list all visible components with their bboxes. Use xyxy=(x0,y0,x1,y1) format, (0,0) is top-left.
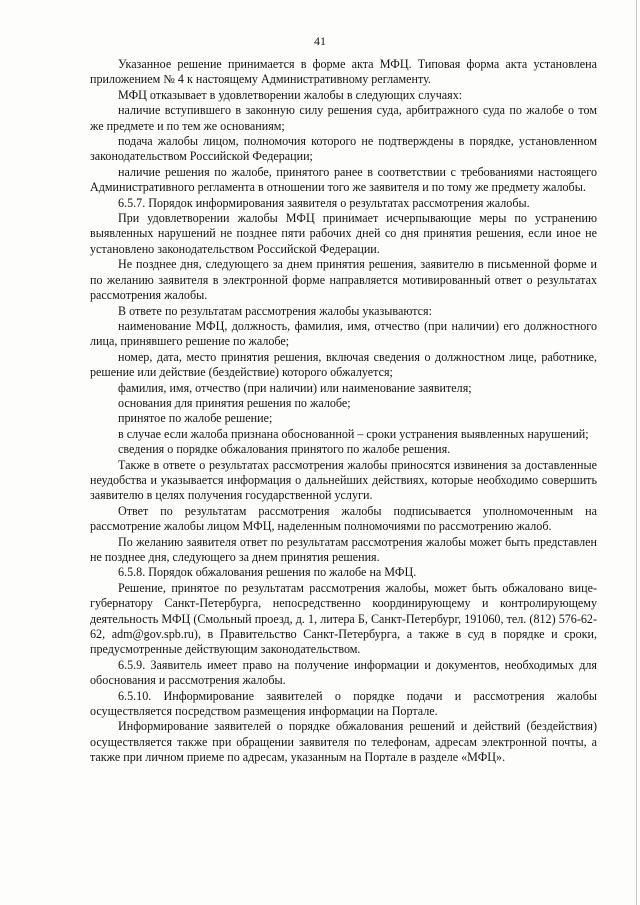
section-heading-6-5-8: 6.5.8. Порядок обжалования решения по жалобе на МФЦ. xyxy=(118,565,417,580)
paragraph: При удовлетворении жалобы МФЦ принимает исчерпывающие меры по устранению выявленных нарушений не позднее пяти рабочих дней со дня принятия решения, если иное не установлено законодательством Российской Федерации. xyxy=(90,211,597,256)
paragraph: В ответе по результатам рассмотрения жалобы указываются: xyxy=(118,303,432,318)
paragraph: наименование МФЦ, должность, фамилия, имя, отчество (при наличии) его должностного лица, принявшего решение по жалобе; xyxy=(90,318,597,349)
paragraph: номер, дата, место принятия решения, включая сведения о должностном лице, работнике, решение или действие (бездействие) которого обжалуется; xyxy=(90,349,597,380)
paragraph: Указанное решение принимается в форме акта МФЦ. Типовая форма акта установлена приложением № 4 к настоящему Административному регламенту. xyxy=(90,57,597,87)
section-6-5-10: 6.5.10. Информирование заявителей о порядке подачи и рассмотрения жалобы осуществляется посредством размещения информации на Портале. xyxy=(90,688,597,719)
paragraph: принятое по жалобе решение; xyxy=(118,411,273,426)
paragraph: Ответ по результатам рассмотрения жалобы подписывается уполномоченным на рассмотрение жалобы лицом МФЦ, наделенным полномочиями по рассмотрению жалоб. xyxy=(90,503,597,534)
paragraph: По желанию заявителя ответ по результатам рассмотрения жалобы может быть представлен не позднее дня, следующего за днем принятия решения. xyxy=(90,534,597,564)
paragraph: в случае если жалоба признана обоснованной – сроки устранения выявленных нарушений; xyxy=(118,426,589,441)
section-6-5-9: 6.5.9. Заявитель имеет право на получение информации и документов, необходимых для обоснования и рассмотрения жалобы. xyxy=(90,657,597,688)
section-heading-6-5-7: 6.5.7. Порядок информирования заявителя о результатах рассмотрения жалобы. xyxy=(118,195,530,210)
document-body xyxy=(90,57,597,766)
paragraph: Информирование заявителей о порядке обжалования решений и действий (бездействия) осуществляется также при обращении заявителя по телефонам, адресам электронной почты, а также при личном приеме по адресам, указанным на Портале в разделе «МФЦ». xyxy=(90,719,597,765)
paragraph: наличие решения по жалобе, принятого ранее в соответствии с требованиями настоящего Административного регламента в отношении того же заявителя и по тому же предмету жалобы. xyxy=(90,164,597,195)
paragraph: сведения о порядке обжалования принятого по жалобе решения. xyxy=(118,442,451,457)
paragraph: Не позднее дня, следующего за днем принятия решения, заявителю в письменной форме и по желанию заявителя в электронной форме направляется мотивированный ответ о результатах рассмотрения жалобы. xyxy=(90,257,597,303)
page-edge-line xyxy=(636,0,637,905)
paragraph: наличие вступившего в законную силу решения суда, арбитражного суда по жалобе о том же предмете и по тем же основаниям; xyxy=(90,103,597,133)
paragraph: основания для принятия решения по жалобе; xyxy=(118,395,351,410)
paragraph: подача жалобы лицом, полномочия которого не подтверждены в порядке, установленном законодательством Российской Федерации; xyxy=(90,134,597,164)
paragraph: Решение, принятое по результатам рассмотрения жалобы, может быть обжаловано вице-губернатору Санкт-Петербурга, непосредственно координирующему и контролирующему деятельность МФЦ (Смольный проезд, д. 1, литера Б, Санкт-Петербург, 191060, тел. (812) 576-62-62, adm@gov.spb.ru), в Правительство Санкт-Петербурга, а также в суд в порядке и сроки, предусмотренные действующим законодательством. xyxy=(90,580,597,657)
page-number: 41 xyxy=(314,34,326,48)
paragraph: Также в ответе о результатах рассмотрения жалобы приносятся извинения за доставленные неудобства и указывается информация о дальнейших действиях, которые необходимо совершить заявителю в целях получения государственной услуги. xyxy=(90,457,597,503)
paragraph: фамилия, имя, отчество (при наличии) или наименование заявителя; xyxy=(118,380,472,395)
paragraph: МФЦ отказывает в удовлетворении жалобы в следующих случаях: xyxy=(118,87,463,102)
